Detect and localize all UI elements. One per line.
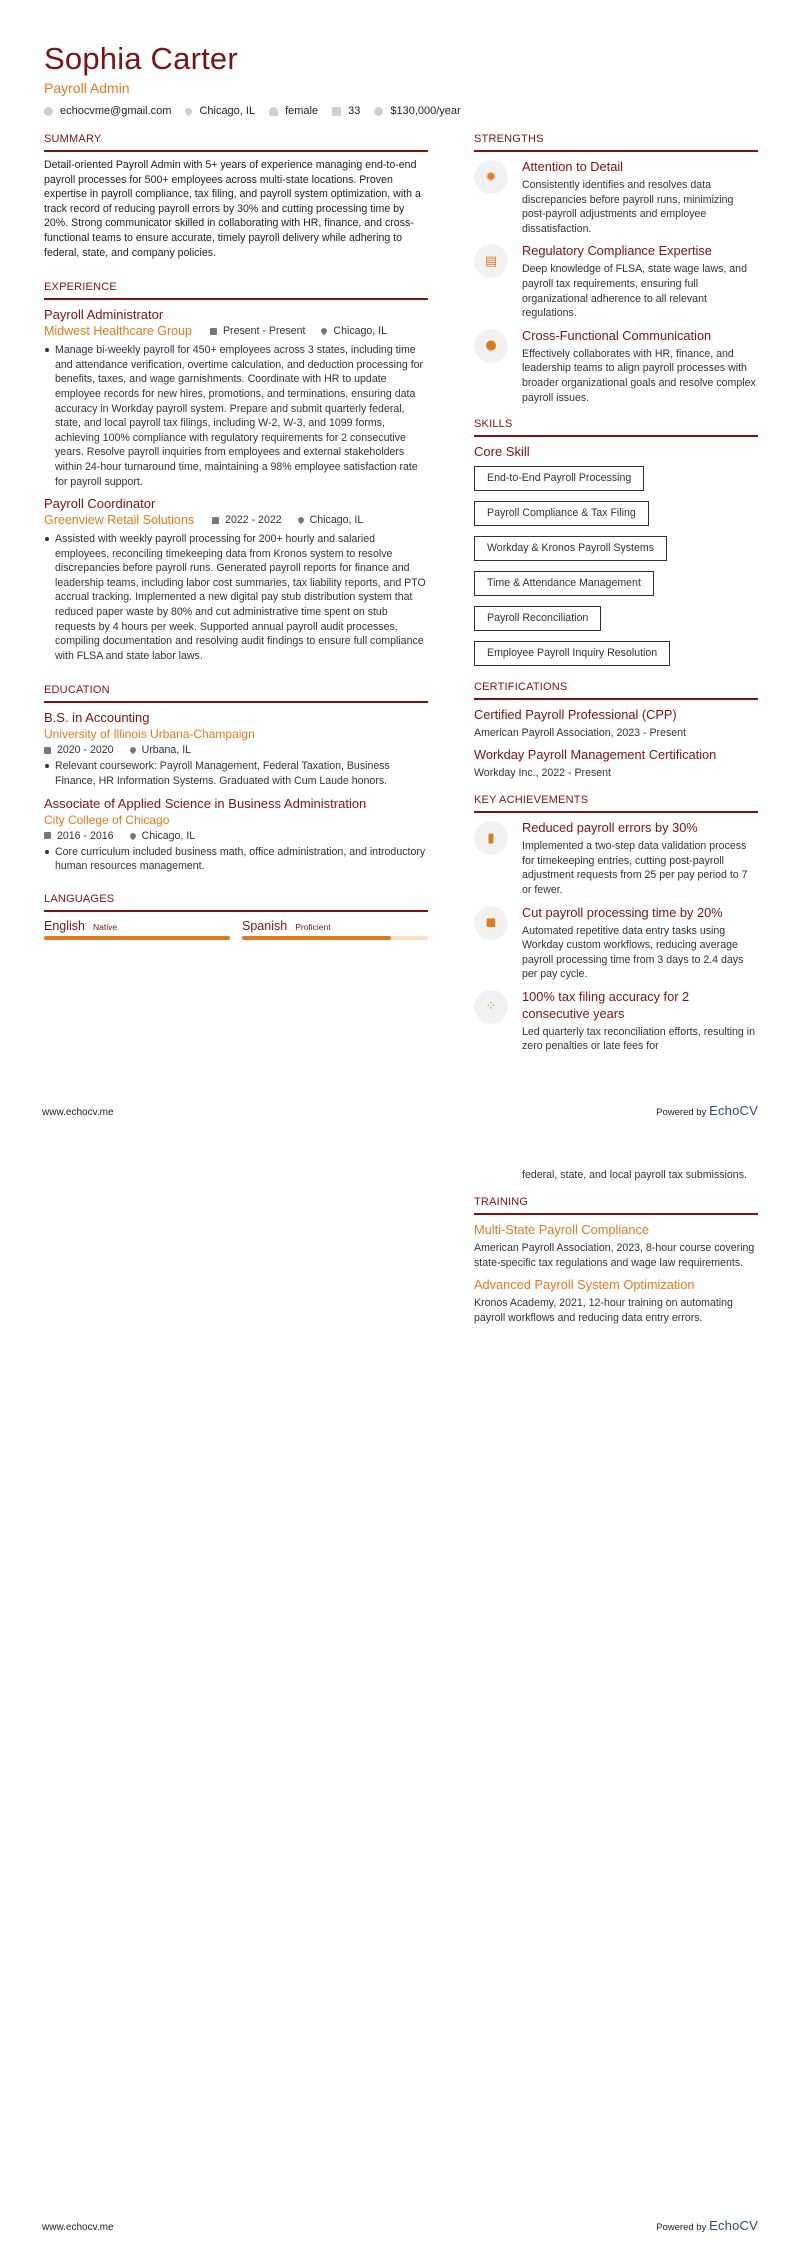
achievement-desc: Automated repetitive data entry tasks using Workday custom workflows, reducing average payroll processing time from 3 days to 2.4 days per pay cycle. [522,924,744,981]
strength-title: Regulatory Compliance Expertise [522,243,712,259]
job-location-text: Chicago, IL [309,514,364,527]
footer-powered [656,2218,758,2233]
skill-tag: Payroll Reconciliation [474,606,601,631]
skills-section [474,417,758,676]
education-bullet: Core curriculum included business math, office administration, and introductory human resources management. [44,845,428,874]
education-meta [44,828,428,844]
skill-tag: Payroll Compliance & Tax Filing [474,501,649,526]
language-level: Native [93,921,118,932]
summary-section [44,132,428,260]
contact-gender [269,105,318,117]
left-column [44,132,428,940]
achievement-icon-wrap [474,821,508,855]
footer-site-link[interactable]: www.echocv.me [42,1107,114,1118]
contact-location [185,105,255,117]
location-icon [296,516,304,524]
strength-icon-wrap [474,244,508,278]
language-bar-fill [44,936,230,940]
skill-tag: Workday & Kronos Payroll Systems [474,536,667,561]
strength-icon-wrap [474,329,508,363]
education-entry [44,795,428,874]
contact-salary-text: $130,000/year [390,105,461,117]
achievement-icon-wrap [474,906,508,940]
contact-gender-text: female [285,105,319,117]
strength-item [474,242,758,320]
strength-title: Cross-Functional Communication [522,327,712,343]
language-level: Proficient [295,921,331,932]
location-icon [128,746,136,754]
languages-list [44,918,428,940]
candidate-name: Sophia Carter [44,41,238,76]
calendar-icon [210,328,217,335]
skill-tag: Employee Payroll Inquiry Resolution [474,641,670,666]
experience-section [44,280,428,663]
languages-heading: LANGUAGES [44,892,428,912]
certification-issuer: Workday Inc., 2022 - Present [474,767,611,780]
job-bullets [44,532,428,663]
strength-desc: Deep knowledge of FLSA, state wage laws, and payroll tax requirements, ensuring full organizational adherence to all relevant regulations. [522,263,747,320]
contact-bar [44,105,754,117]
achievement-title: Cut payroll processing time by 20% [522,904,723,920]
strength-item [474,327,758,405]
strength-desc: Effectively collaborates with HR, finance, and leadership teams to align payroll processes with broader organizational goals and resolve complex payroll issues. [522,347,756,404]
footer-site-link[interactable]: www.echocv.me [42,2222,114,2233]
achievement-desc: Led quarterly tax reconciliation efforts, resulting in zero penalties or late fees for [522,1025,755,1053]
education-dates [44,742,114,758]
person-icon [269,107,278,116]
achievement-desc: Implemented a two-step data validation process for timekeeping entries, cutting post-payroll adjustment requests from 25 per pay period to 7 or fewer. [522,840,748,896]
education-bullet: Relevant coursework: Payroll Management, Federal Taxation, Business Finance, HR Information Systems. Graduated with Cum Laude honors. [44,759,428,788]
footer-brand-logo[interactable]: EchoCV [709,2218,758,2233]
footer-brand-logo[interactable]: EchoCV [709,1103,758,1118]
book-icon: ▮ [487,830,495,846]
contact-email-text: echocvme@gmail.com [60,105,172,117]
calendar-icon [212,517,219,524]
strength-desc: Consistently identifies and resolves data discrepancies before payroll runs, minimizing post-payroll adjustments and employee dissatisfaction. [522,179,734,235]
education-location [130,742,191,758]
candidate-role: Payroll Admin [44,80,130,96]
right-column [474,132,758,1060]
job-bullet: Manage bi-weekly payroll for 450+ employees across 3 states, including time and attendance verification, overtime calculation, and deduction processing for benefits, taxes, and wage garnishments. Coordinate with HR to update employee records for new hires, promotions, and terminations, ensuring data accuracy in Workday payroll system. Prepare and submit quarterly federal, state, and local payroll tax filings, including W-2, W-3, and 1099 forms, achieving 100% compliance with regulatory requirements for 2 consecutive years. Resolve payroll inquiries from employees and external stakeholders within 24-hour turnaround time, maintaining a 98% employee satisfaction rate for payroll support. [44,343,428,489]
right-column-continued [474,1165,758,1331]
strength-item [474,158,758,236]
location-icon [128,831,136,839]
skill-tag: Time & Attendance Management [474,571,654,596]
achievement-title: Reduced payroll errors by 30% [522,820,698,836]
calendar-icon [44,747,51,754]
education-dates-text: 2020 - 2020 [57,744,114,757]
dots-icon: ⁘ [485,999,497,1015]
achievement-title: 100% tax filing accuracy for 2 consecutive years [522,988,690,1021]
job-bullets [44,343,428,489]
job-entry [44,495,428,663]
training-section [474,1195,758,1326]
education-entry [44,709,428,788]
education-location-text: Urbana, IL [141,744,192,757]
skills-heading: SKILLS [474,417,758,437]
education-location-text: Chicago, IL [141,829,196,842]
job-dates [212,512,282,528]
skill-group-title: Core Skill [474,444,530,460]
contact-location-text: Chicago, IL [199,105,256,117]
job-title: Payroll Coordinator [44,496,156,512]
skill-tags [474,466,758,676]
skill-tag: End-to-End Payroll Processing [474,466,644,491]
job-location [321,323,387,339]
language-name: English [44,918,85,933]
achievement-item [474,988,758,1054]
job-location [298,512,364,528]
education-bullets [44,759,428,788]
certification-issuer: American Payroll Association, 2023 - Present [474,727,686,740]
job-company: Midwest Healthcare Group [44,324,192,339]
certification-name: Workday Payroll Management Certification [474,747,717,763]
job-dates [210,323,305,339]
email-icon [44,107,53,116]
job-company: Greenview Retail Solutions [44,513,195,528]
education-bullets [44,845,428,874]
education-dates-text: 2016 - 2016 [57,829,114,842]
language-bar-fill [242,936,391,940]
language-item [242,918,428,940]
education-meta [44,742,428,758]
job-dates-text: 2022 - 2022 [225,514,282,527]
strengths-section [474,132,758,405]
language-bar [242,936,428,940]
education-school: University of Illinois Urbana-Champaign [44,727,255,742]
location-icon [184,106,194,116]
footer-powered [656,1103,758,1118]
summary-text: Detail-oriented Payroll Admin with 5+ years of experience managing end-to-end payroll processes for 500+ employees across multi-state locations. Proven expertise in payroll compliance, tax filing, and payroll system optimization, with a track record of reducing payroll errors by 30% and cutting processing time by 20%. Strong communicator skilled in collaborating with HR, finance, and cross-functional teams to ensure accurate, timely payroll delivery while adhering to federal, state, and company policies. [44,159,421,259]
contact-age-text: 33 [348,105,361,117]
education-location [130,828,196,844]
summary-heading: SUMMARY [44,132,428,152]
education-heading: EDUCATION [44,683,428,703]
contact-email[interactable] [44,105,171,117]
education-school: City College of Chicago [44,812,170,827]
location-icon [320,327,328,335]
achievement-continued [474,1168,758,1183]
training-desc: Kronos Academy, 2021, 12-hour training on automating payroll workflows and reducing data entry errors. [474,1296,733,1324]
chat-icon: ◼ [485,915,497,930]
language-item [44,918,230,940]
strengths-heading: STRENGTHS [474,132,758,152]
education-dates [44,828,114,844]
job-bullet: Assisted with weekly payroll processing for 200+ hourly and salaried employees, reconciling timekeeping data from Kronos system to resolve discrepancies before payroll runs. Generated payroll reports for finance and leadership teams, including labor cost summaries, tax liability reports, and PTO accrual tracking. Implemented a new digital pay stub distribution system that reduced paper waste by 80% and cut administrative time spent on stub requests by 4 hours per week. Supported annual payroll audit processes, compiling documentation and resolving audit findings to ensure full compliance with FLSA and state labor laws. [44,532,428,663]
gear-icon: ✹ [485,169,497,185]
resume-header [44,40,754,117]
credit-card-icon: ▤ [484,253,498,269]
experience-heading: EXPERIENCE [44,280,428,300]
certifications-section [474,680,758,781]
job-dates-text: Present - Present [222,325,306,338]
training-name: Multi-State Payroll Compliance [474,1221,649,1237]
job-title: Payroll Administrator [44,307,164,323]
job-entry [44,306,428,489]
contact-age [332,105,360,117]
achievement-item [474,819,758,897]
page-footer [42,1103,758,1118]
footer-powered-label: Powered by [656,1107,707,1118]
footer-powered-label: Powered by [656,2222,707,2233]
language-bar [44,936,230,940]
job-location-text: Chicago, IL [333,325,388,338]
achievement-icon-wrap [474,990,508,1024]
training-desc: American Payroll Association, 2023, 8-hour course covering state-specific tax regulations and wage law requirements. [474,1241,755,1269]
education-degree: Associate of Applied Science in Business Administration [44,795,367,811]
languages-section [44,892,428,940]
training-heading: TRAINING [474,1195,758,1215]
contact-salary [374,105,460,117]
money-icon [374,107,383,116]
education-degree: B.S. in Accounting [44,710,150,726]
certifications-heading: CERTIFICATIONS [474,680,758,700]
education-section [44,683,428,873]
achievements-heading: KEY ACHIEVEMENTS [474,793,758,813]
language-name: Spanish [242,918,288,933]
strength-icon-wrap [474,160,508,194]
achievement-item [474,904,758,982]
training-name: Advanced Payroll System Optimization [474,1276,695,1292]
job-meta [44,512,428,528]
achievement-desc-continued: federal, state, and local payroll tax submissions. [522,1169,747,1181]
strength-title: Attention to Detail [522,159,624,174]
achievements-section [474,793,758,1054]
page-footer [42,2218,758,2233]
certification-name: Certified Payroll Professional (CPP) [474,707,677,723]
job-meta [44,323,428,339]
calendar-icon [332,107,341,116]
dollar-icon: ● [485,338,497,354]
calendar-icon [44,832,51,839]
resume-page-2 [0,1123,794,2246]
